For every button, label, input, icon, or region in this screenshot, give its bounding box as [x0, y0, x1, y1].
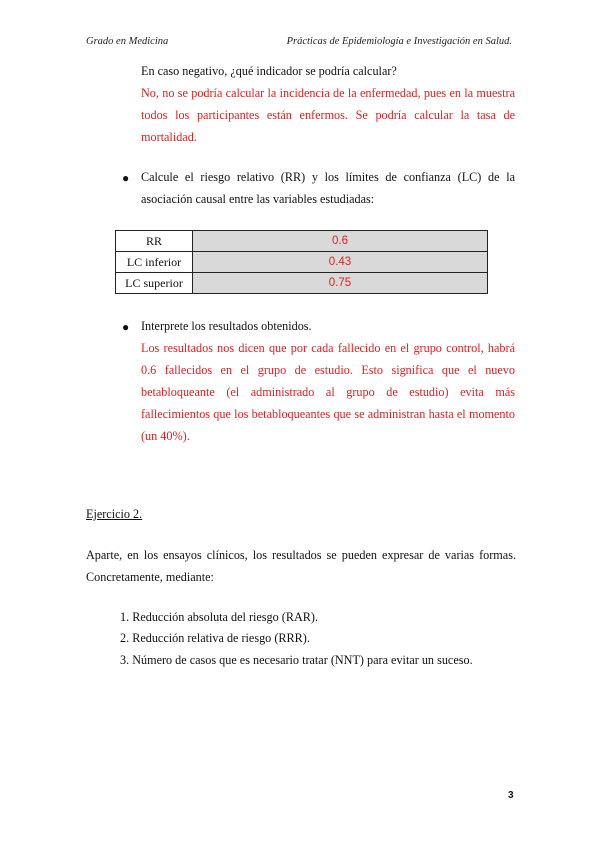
exercise2-title: Ejercicio 2.: [86, 507, 143, 521]
bullet-icon: ●: [122, 171, 130, 185]
header-left: Grado en Medicina: [86, 36, 169, 47]
table-cell-value: 0.6: [193, 231, 488, 252]
rr-table-wrapper: [115, 230, 488, 294]
table-row: [116, 231, 488, 252]
list-item: 2. Reducción relativa de riesgo (RRR).: [120, 631, 310, 645]
table-row: [116, 252, 488, 273]
bullet-rr-text: Calcule el riesgo relativo (RR) y los límites de confianza (LC) de la asociación causal entre las variables estudiadas:: [141, 170, 515, 206]
table-row: [116, 273, 488, 294]
table-cell-value: 0.43: [193, 252, 488, 273]
answer-text: No, no se podría calcular la incidencia de la enfermedad, pues en la muestra todos los participantes están enfermos. Se podría calcular la tasa de mortalidad.: [141, 86, 515, 144]
rr-table: [115, 230, 488, 294]
table-cell-value: 0.75: [193, 273, 488, 294]
table-cell-label: LC inferior: [116, 252, 193, 273]
interpret-answer-text: Los resultados nos dicen que por cada fallecido en el grupo control, habrá 0.6 fallecidos en el grupo de estudio. Esto significa que el nuevo betabloqueante (el administrado al grupo de estudio) evita más fallecimientos que los betabloqueantes que se administran hasta el momento (un 40%).: [141, 341, 515, 443]
table-cell-label: LC superior: [116, 273, 193, 294]
bullet-icon: ●: [122, 320, 130, 334]
list-item: 3. Número de casos que es necesario tratar (NNT) para evitar un suceso.: [120, 653, 473, 667]
page-number: 3: [508, 790, 514, 801]
question-text: En caso negativo, ¿qué indicador se podría calcular?: [141, 64, 397, 78]
table-cell-label: RR: [116, 231, 193, 252]
exercise2-intro: Aparte, en los ensayos clínicos, los resultados se pueden expresar de varias formas. Concretamente, mediante:: [86, 548, 516, 584]
header-right: Prácticas de Epidemiología e Investigación en Salud.: [286, 36, 512, 47]
bullet-interpret-text: Interprete los resultados obtenidos.: [141, 319, 312, 333]
list-item: 1. Reducción absoluta del riesgo (RAR).: [120, 610, 319, 624]
